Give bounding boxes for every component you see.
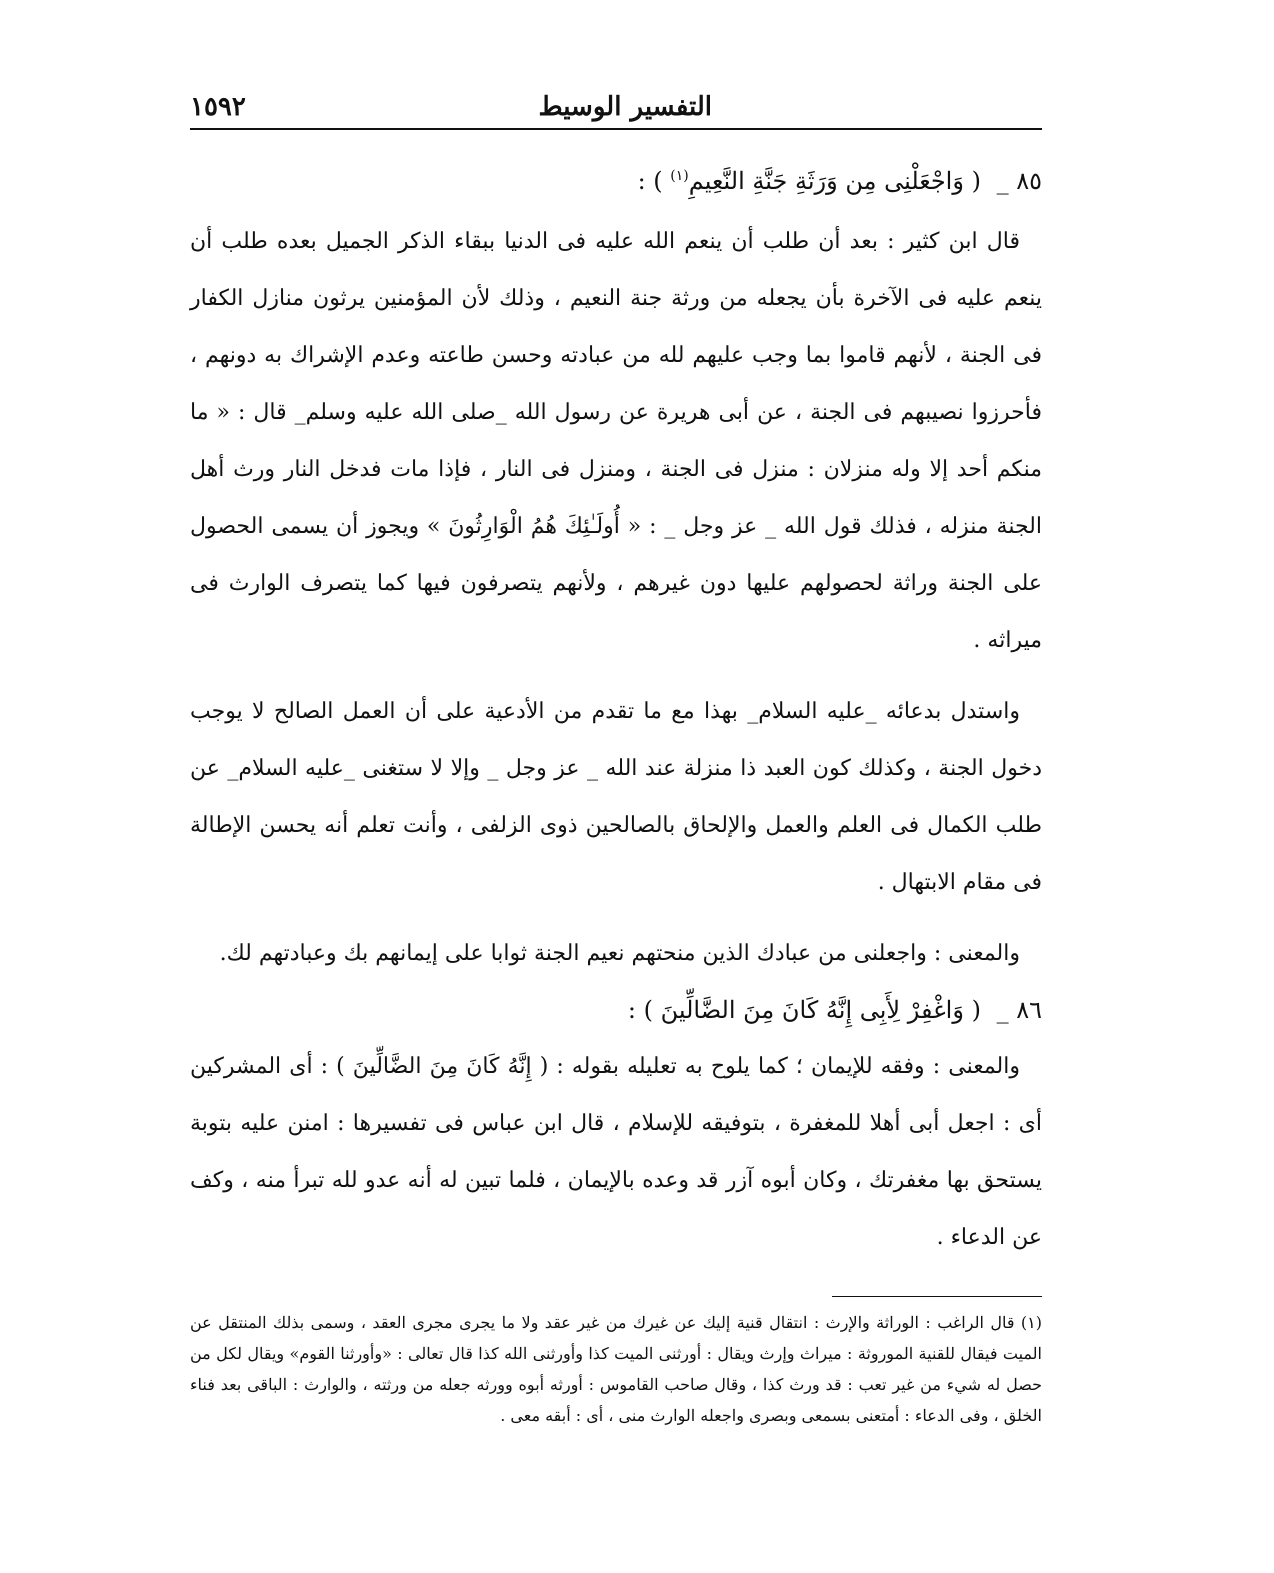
verse-86-text: ( وَاغْفِرْ لِأَبِى إِنَّهُ كَانَ مِنَ الضَّالِّينَ ) xyxy=(643,996,981,1024)
verse-85-heading xyxy=(190,148,1042,209)
verse-85-end: ) : xyxy=(637,167,663,195)
header-rule xyxy=(190,128,1042,130)
running-title: التفسير الوسيط xyxy=(538,92,712,122)
document-page xyxy=(190,70,1042,1447)
page-header xyxy=(190,70,1042,122)
verse-86-heading xyxy=(190,982,1042,1038)
paragraph-ibn-kathir: قال ابن كثير : بعد أن طلب أن ينعم الله عليه فى الدنيا ببقاء الذكر الجميل بعده طلب أن ينعم عليه فى الآخرة بأن يجعله من ورثة جنة النعيم ، وذلك لأن المؤمنين يرثون منازل الكفار فى الجنة ، لأنهم قاموا بما وجب عليهم لله من عبادته وحسن طاعته وعدم الإشراك به دونهم ، فأحرزوا نصيبهم فى الجنة ، عن أبى هريرة عن رسول الله _صلى الله عليه وسلم_ قال : « ما منكم أحد إلا وله منزلان : منزل فى الجنة ، ومنزل فى النار ، فإذا مات فدخل النار ورث أهل الجنة منزله ، فذلك قول الله _ عز وجل _ : « أُولَـٰئِكَ هُمُ الْوَارِثُونَ » ويجوز أن يسمى الحصول على الجنة وراثة لحصولهم عليها دون غيرهم ، ولأنهم يتصرفون فيها كما يتصرف الوارث فى ميراثه . xyxy=(190,229,1043,653)
verse-86-number: ٨٦ _ xyxy=(996,996,1042,1024)
paragraph-meaning-85: والمعنى : واجعلنى من عبادك الذين منحتهم نعيم الجنة ثوابا على إيمانهم بك وعبادتهم لك. xyxy=(219,941,1020,966)
page-number: ١٥٩٢ xyxy=(190,92,246,122)
footnote-rule xyxy=(832,1296,1042,1297)
paragraph-meaning-86: والمعنى : وفقه للإيمان ؛ كما يلوح به تعليله بقوله : ( إِنَّهُ كَانَ مِنَ الضَّالِّينَ ) : أى المشركين أى : اجعل أبى أهلا للمغفرة ، بتوفيقه للإسلام ، قال ابن عباس فى تفسيرها : امنن عليه بتوبة يستحق بها مغفرتك ، وكان أبوه آزر قد وعده بالإيمان ، فلما تبين له أنه عدو لله تبرأ منه ، وكف عن الدعاء . xyxy=(190,1054,1042,1250)
paragraph-istadal: واستدل بدعائه _عليه السلام_ بهذا مع ما تقدم من الأدعية على أن العمل الصالح لا يوجب دخول الجنة ، وكذلك كون العبد ذا منزلة عند الله _ عز وجل _ وإلا لا ستغنى _عليه السلام_ عن طلب الكمال فى العلم والعمل والإلحاق بالصالحين ذوى الزلفى ، وأنت تعلم أنه يحسن الإطالة فى مقام الابتهال . xyxy=(190,699,1042,895)
footnote-marker: (١) xyxy=(670,168,689,184)
verse-85-number: ٨٥ _ xyxy=(996,167,1042,195)
verse-86-end: : xyxy=(627,996,636,1024)
footnote: (١) قال الراغب : الوراثة والإرث : انتقال قنية إليك عن غيرك من غير عقد ولا ما يجرى مجرى العقد ، وسمى بذلك المنتقل عن الميت فيقال للقنية الموروثة : ميراث وإرث ويقال : أورثنى الميت كذا وأورثنى الله كذا قال تعالى : «وأورثنا القوم» ويقال لكل من حصل له شيء من غير تعب : قد ورث كذا ، وقال صاحب القاموس : أورثه أبوه وورثه جعله من ورثته ، والوارث : الباقى بعد فناء الخلق ، وفى الدعاء : أمتعنى بسمعى وبصرى واجعله الوارث منى ، أى : أبقه معى . xyxy=(190,1313,1042,1425)
verse-85-text: ( وَاجْعَلْنِى مِن وَرَثَةِ جَنَّةِ النَّعِيمِ xyxy=(688,167,981,195)
